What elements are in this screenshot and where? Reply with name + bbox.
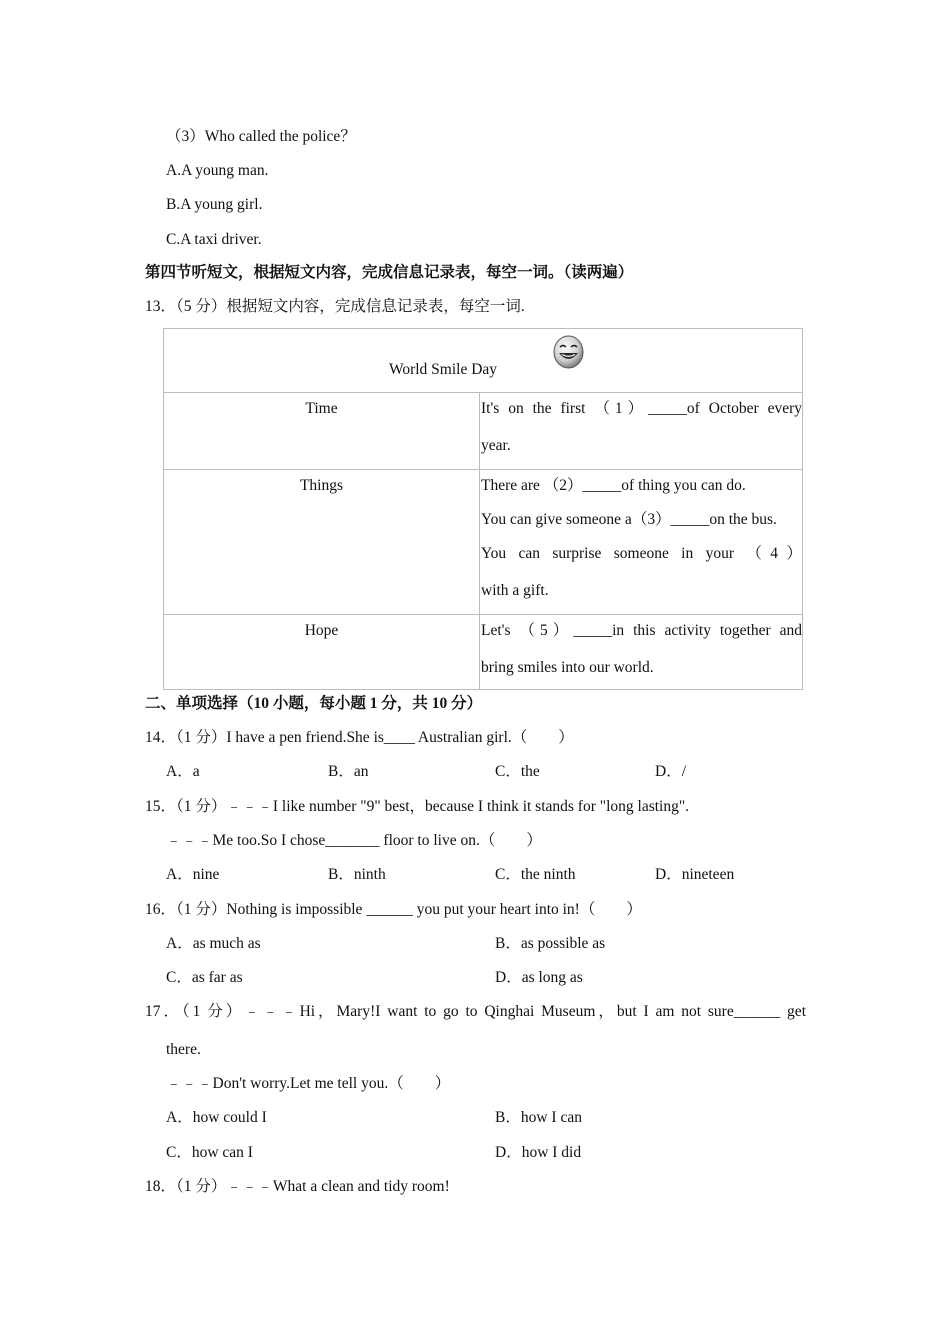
section-4-heading: 第四节听短文，根据短文内容，完成信息记录表，每空一词。（读两遍） xyxy=(145,264,634,281)
question-12-sub3: （3）Who called the police？ xyxy=(166,128,356,145)
question-17-stem: 17．（1 分）﹣﹣﹣Hi，Mary!I want to go to Qinghai Museum，but I am not sure______ get xyxy=(145,1003,806,1020)
q17-option-d: D．how I did xyxy=(495,1144,582,1161)
row-time-line-2: year. xyxy=(481,437,511,454)
row-things-line-1: There are （2）_____of thing you can do. xyxy=(481,477,746,494)
table-title-row xyxy=(164,329,802,392)
smiley-face-icon xyxy=(553,335,584,369)
question-17-stem-reply: ﹣﹣﹣Don't worry.Let me tell you.（ ） xyxy=(166,1075,451,1092)
q17-option-b: B．how I can xyxy=(495,1109,582,1126)
row-things-line-2: You can give someone a（3）_____on the bus. xyxy=(481,511,777,528)
row-things-line-4: with a gift. xyxy=(481,582,549,599)
q14-option-b: B．an xyxy=(328,763,369,780)
q17-option-a: A．how could I xyxy=(166,1109,267,1126)
row-label-things: Things xyxy=(299,477,344,494)
row-time-line-1: It's on the first （1）_____of October every xyxy=(481,400,802,417)
row-label-time: Time xyxy=(305,400,338,417)
q15-option-c: C．the ninth xyxy=(495,866,576,883)
row-hope-line-2: bring smiles into our world. xyxy=(481,659,654,676)
table-column-divider xyxy=(479,392,480,689)
question-15-stem: 15．（1 分）﹣﹣﹣I like number "9" best，because I think it stands for "long lasting". xyxy=(145,798,690,815)
row-content-things xyxy=(481,476,802,601)
row-content-hope xyxy=(481,621,802,678)
row-hope-line-1: Let's （5）_____in this activity together and xyxy=(481,622,802,639)
table-divider xyxy=(164,392,802,393)
part-2-heading: 二、单项选择（10 小题，每小题 1 分，共 10 分） xyxy=(145,695,483,712)
q12-option-c: C.A taxi driver. xyxy=(166,231,262,248)
q14-option-a: A．a xyxy=(166,763,200,780)
q16-option-a: A．as much as xyxy=(166,935,261,952)
row-things-line-3: You can surprise someone in your （4） xyxy=(481,545,802,562)
q16-option-b: B．as possible as xyxy=(495,935,606,952)
q17-option-c: C．how can I xyxy=(166,1144,253,1161)
info-record-table xyxy=(163,328,803,690)
table-divider xyxy=(164,614,802,615)
question-18-stem: 18．（1 分）﹣﹣﹣What a clean and tidy room! xyxy=(145,1178,450,1195)
question-16-stem: 16．（1 分）Nothing is impossible ______ you put your heart into in!（ ） xyxy=(145,901,642,918)
table-title: World Smile Day xyxy=(388,361,498,378)
table-divider xyxy=(164,469,802,470)
q12-option-b: B.A young girl. xyxy=(166,196,263,213)
q15-option-d: D．nineteen xyxy=(655,866,735,883)
question-13-stem: 13．（5 分）根据短文内容，完成信息记录表，每空一词. xyxy=(145,298,525,315)
q14-option-c: C．the xyxy=(495,763,540,780)
question-14-stem: 14．（1 分）I have a pen friend.She is____ Australian girl.（ ） xyxy=(145,729,574,746)
q12-option-a: A.A young man. xyxy=(166,162,269,179)
q16-option-c: C．as far as xyxy=(166,969,243,986)
question-15-stem-reply: ﹣﹣﹣Me too.So I chose_______ floor to live on.（ ） xyxy=(166,832,542,849)
row-content-time xyxy=(481,399,802,456)
q15-option-b: B．ninth xyxy=(328,866,386,883)
q16-option-d: D．as long as xyxy=(495,969,583,986)
q15-option-a: A．nine xyxy=(166,866,220,883)
row-label-hope: Hope xyxy=(304,622,339,639)
q14-option-d: D．/ xyxy=(655,763,687,780)
question-17-stem-cont: there. xyxy=(166,1041,201,1058)
